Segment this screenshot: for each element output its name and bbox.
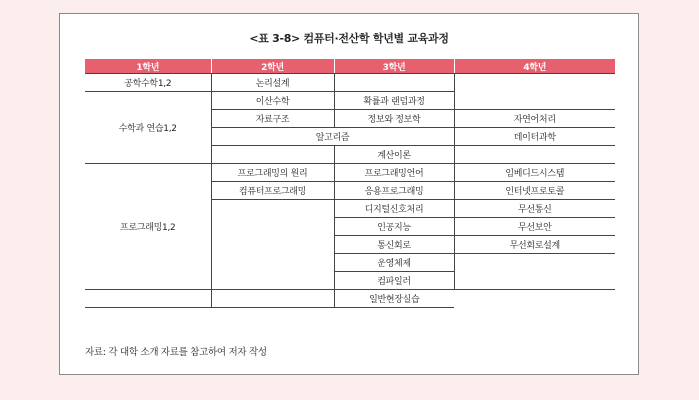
cell-digital-signal: 디지털신호처리 — [334, 200, 454, 218]
cell-compiler: 컴파일러 — [334, 272, 454, 290]
cell-programming: 프로그래밍1,2 — [85, 164, 211, 290]
cell-empty — [211, 290, 334, 308]
cell-wireless-circuit: 무선회로설계 — [454, 236, 615, 254]
cell-empty — [211, 200, 334, 290]
header-year3: 3학년 — [334, 59, 454, 74]
cell-information-theory: 정보와 정보학 — [334, 110, 454, 128]
cell-empty — [85, 290, 211, 308]
header-year1: 1학년 — [85, 59, 211, 74]
cell-computer-programming: 컴퓨터프로그래밍 — [211, 182, 334, 200]
cell-empty — [454, 74, 615, 110]
cell-embedded-systems: 임베디드시스템 — [454, 164, 615, 182]
header-year4: 4학년 — [454, 59, 615, 74]
cell-ai: 인공지능 — [334, 218, 454, 236]
table-title: <표 3-8> 컴퓨터·전산학 학년별 교육과정 — [249, 32, 449, 45]
cell-field-practice: 일반현장실습 — [334, 290, 454, 308]
cell-data-structure: 자료구조 — [211, 110, 334, 128]
table-row — [85, 164, 615, 182]
cell-computation-theory: 계산이론 — [334, 146, 454, 164]
table-row — [85, 290, 615, 308]
cell-empty — [211, 146, 334, 164]
cell-empty — [454, 254, 615, 290]
cell-operating-system: 운영체제 — [334, 254, 454, 272]
header-row — [85, 59, 615, 74]
cell-empty — [334, 74, 454, 92]
table-card — [59, 13, 639, 375]
cell-wireless-comm: 무선통신 — [454, 200, 615, 218]
cell-internet-protocol: 인터넷프로토콜 — [454, 182, 615, 200]
source-note: 자료: 각 대학 소개 자료를 참고하여 저자 작성 — [85, 347, 267, 358]
cell-applied-programming: 응용프로그래밍 — [334, 182, 454, 200]
curriculum-table — [85, 59, 615, 308]
cell-programming-languages: 프로그래밍언어 — [334, 164, 454, 182]
cell-empty — [454, 146, 615, 164]
cell-data-science: 데이터과학 — [454, 128, 615, 146]
cell-nlp: 자연어처리 — [454, 110, 615, 128]
table-row — [85, 74, 615, 92]
cell-comm-circuit: 통신회로 — [334, 236, 454, 254]
cell-logic-design: 논리설계 — [211, 74, 334, 92]
header-year2: 2학년 — [211, 59, 334, 74]
cell-math-practice: 수학과 연습1,2 — [85, 92, 211, 164]
cell-probability: 확률과 랜덤과정 — [334, 92, 454, 110]
cell-engineering-math: 공학수학1,2 — [85, 74, 211, 92]
cell-wireless-security: 무선보안 — [454, 218, 615, 236]
cell-discrete-math: 이산수학 — [211, 92, 334, 110]
cell-programming-principles: 프로그래밍의 원리 — [211, 164, 334, 182]
cell-algorithm: 알고리즘 — [211, 128, 454, 146]
